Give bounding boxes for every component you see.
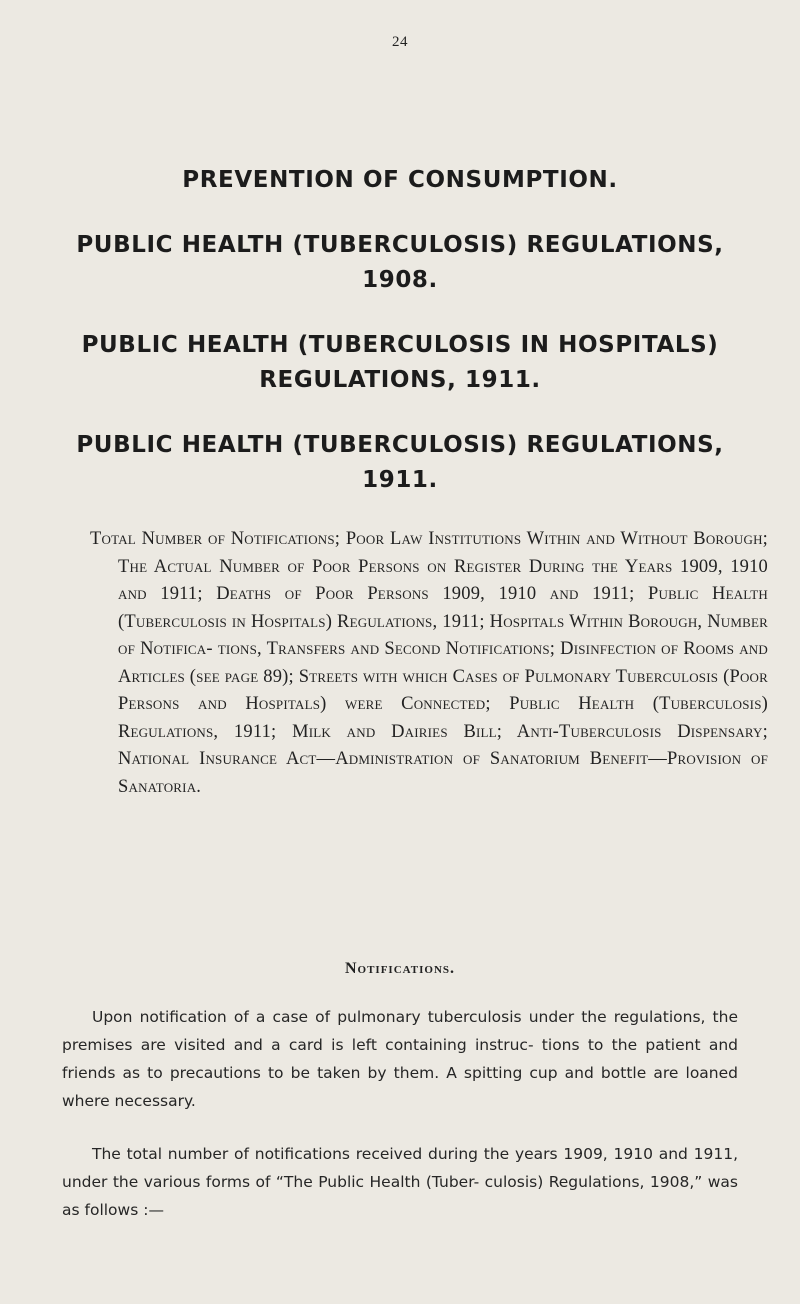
subheading-hospitals-regulations-1911: PUBLIC HEALTH (TUBERCULOSIS IN HOSPITALS) REGULATIONS, 1911. (81, 332, 719, 393)
section-title-notifications: Notifications. (344, 960, 456, 977)
main-heading: PREVENTION OF CONSUMPTION. (182, 167, 618, 193)
subheading-regulations-1908: PUBLIC HEALTH (TUBERCULOSIS) REGULATIONS, 1908. (76, 232, 724, 293)
body-paragraph: The total number of notifications received during the years 1909, 1910 and 1911, under the various forms of “The Public Health (Tuber- culosis) Regulations, 1908,” was as follows :— (62, 1145, 738, 1219)
contents-synopsis: Total Number of Notifications; Poor Law Institutions Within and Without Borough; The Actual Number of Poor Persons on Register During the Years 1909, 1910 and 1911; Deaths of Poor Persons 1909, 1910 and 1911; Public Health (Tuberculosis in Hospitals) Regulations, 1911; Hospitals Within Borough, Number of Notifica- tions, Transfers and Second Notifications; Disinfection of Rooms and Articles (see page 89); Streets with which Cases of Pulmonary Tuberculosis (Poor Persons and Hospitals) were Connected; Public Health (Tuberculosis) Regulations, 1911; Milk and Dairies Bill; Anti-Tuberculosis Dispensary; National Insurance Act—Administration of Sanatorium Benefit—Provision of Sanatoria. (90, 529, 768, 797)
body-paragraph: Upon notification of a case of pulmonary tuberculosis under the regulations, the premises are visited and a card is left containing instruc- tions to the patient and friends as to precautions to be taken by them. A spitting cup and bottle are loaned where necessary. (62, 1008, 738, 1110)
page-number: 24 (392, 34, 408, 50)
subheading-regulations-1911: PUBLIC HEALTH (TUBERCULOSIS) REGULATIONS, 1911. (76, 432, 724, 493)
